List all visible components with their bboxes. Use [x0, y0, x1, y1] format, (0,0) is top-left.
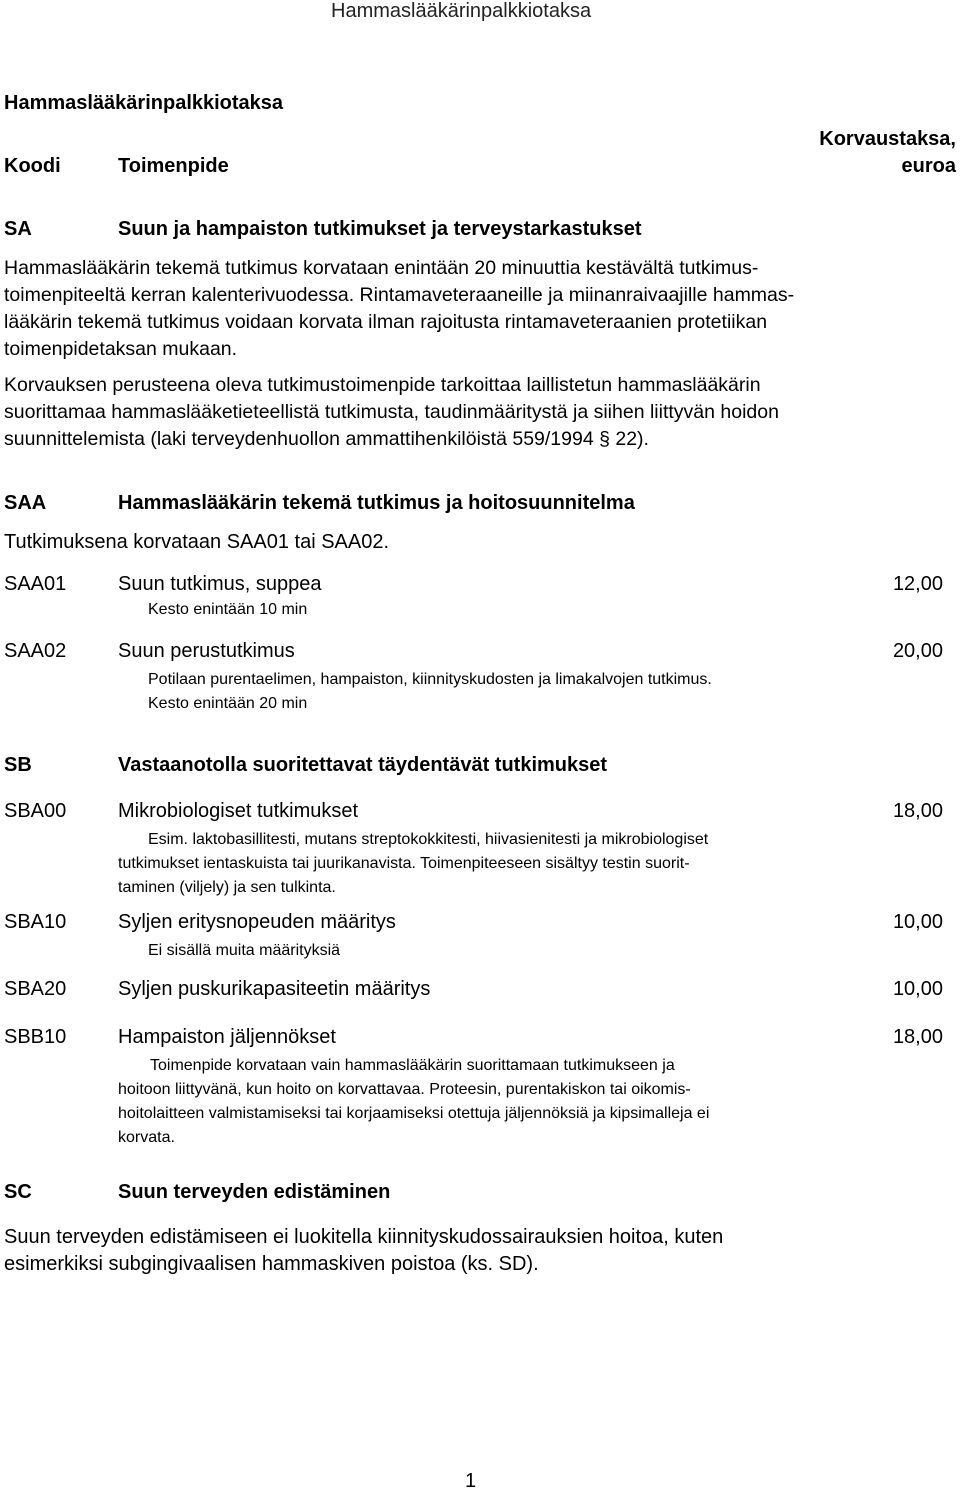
note-line: hoitolaitteen valmistamiseksi tai korjaamiseksi otettuja jäljennöksiä ja kipsimalleja ei [118, 1105, 710, 1122]
note-line: Esim. laktobasillitesti, mutans streptokokkitesti, hiivasienitesti ja mikrobiologiset [148, 831, 709, 848]
item-price: 20,00 [892, 640, 943, 662]
text-line: toimenpiteeltä kerran kalenterivuodessa. Rintamaveteraaneille ja miinanraivaajille hammas- [4, 284, 795, 306]
section-code-sa: SA [4, 218, 32, 240]
item-note [118, 828, 708, 900]
document-title: Hammaslääkärinpalkkiotaksa [4, 92, 284, 114]
text-line: Hammaslääkärin tekemä tutkimus korvataan enintään 20 minuuttia kestävältä tutkimus- [4, 257, 759, 279]
text-line: toimenpidetaksan mukaan. [4, 338, 238, 360]
note-line: hoitoon liittyvänä, kun hoito on korvattavaa. Proteesin, purentakiskon tai oikomis- [118, 1081, 691, 1098]
item-code: SAA01 [4, 573, 67, 595]
item-note [148, 668, 712, 716]
item-code: SBA00 [4, 800, 67, 822]
item-code: SBB10 [4, 1026, 67, 1048]
item-note: Kesto enintään 10 min [148, 601, 308, 618]
column-header-procedure: Toimenpide [118, 155, 229, 177]
item-code: SBA20 [4, 978, 67, 1000]
running-header: Hammaslääkärinpalkkiotaksa [331, 0, 592, 22]
saa-intro: Tutkimuksena korvataan SAA01 tai SAA02. [4, 531, 390, 553]
sa-paragraph-1 [4, 255, 794, 363]
section-title-sa: Suun ja hampaiston tutkimukset ja terveystarkastukset [118, 218, 642, 240]
item-name: Suun tutkimus, suppea [118, 573, 322, 595]
text-line: suunnittelemista (laki terveydenhuollon ammattihenkilöistä 559/1994 § 22). [4, 428, 649, 450]
page-number: 1 [465, 1470, 477, 1492]
item-name: Syljen eritysnopeuden määritys [118, 911, 396, 933]
item-note [118, 1054, 709, 1150]
note-line: tutkimukset ientaskuista tai juurikanavista. Toimenpiteeseen sisältyy testin suorit- [118, 855, 690, 872]
text-line: suorittamaa hammaslääketieteellistä tutkimusta, taudinmääritystä ja siihen liittyvän hoidon [4, 401, 779, 423]
item-price: 12,00 [892, 573, 943, 595]
column-header-price-line2: euroa [901, 155, 956, 177]
item-name: Mikrobiologiset tutkimukset [118, 800, 359, 822]
item-price: 10,00 [892, 911, 943, 933]
section-title-sc: Suun terveyden edistäminen [118, 1181, 391, 1203]
item-name: Syljen puskurikapasiteetin määritys [118, 978, 431, 1000]
note-line: Kesto enintään 20 min [148, 695, 308, 712]
column-header-code: Koodi [4, 155, 61, 177]
section-title-sb: Vastaanotolla suoritettavat täydentävät tutkimukset [118, 754, 608, 776]
column-header-price [819, 128, 956, 178]
text-line: lääkärin tekemä tutkimus voidaan korvata ilman rajoitusta rintamaveteraanien protetiikan [4, 311, 768, 333]
item-name: Suun perustutkimus [118, 640, 295, 662]
column-header-price-line1: Korvaustaksa, [819, 128, 956, 150]
section-title-saa: Hammaslääkärin tekemä tutkimus ja hoitosuunnitelma [118, 492, 635, 514]
section-code-saa: SAA [4, 492, 47, 514]
note-line: Toimenpide korvataan vain hammaslääkärin suorittamaan tutkimukseen ja [150, 1057, 675, 1074]
item-note: Ei sisällä muita määrityksiä [148, 942, 341, 959]
item-price: 18,00 [892, 1026, 943, 1048]
note-line: Potilaan purentaelimen, hampaiston, kiinnityskudosten ja limakalvojen tutkimus. [148, 671, 712, 688]
sa-paragraph-2 [4, 372, 779, 453]
text-line: Korvauksen perusteena oleva tutkimustoimenpide tarkoittaa laillistetun hammaslääkärin [4, 374, 761, 396]
item-code: SBA10 [4, 911, 67, 933]
section-code-sc: SC [4, 1181, 32, 1203]
text-line: Suun terveyden edistämiseen ei luokitella kiinnityskudossairauksien hoitoa, kuten [4, 1226, 724, 1248]
note-line: taminen (viljely) ja sen tulkinta. [118, 879, 336, 896]
sc-paragraph [4, 1224, 723, 1278]
item-price: 10,00 [892, 978, 943, 1000]
item-code: SAA02 [4, 640, 67, 662]
note-line: korvata. [118, 1129, 175, 1146]
item-name: Hampaiston jäljennökset [118, 1026, 336, 1048]
section-code-sb: SB [4, 754, 32, 776]
item-price: 18,00 [892, 800, 943, 822]
text-line: esimerkiksi subgingivaalisen hammaskiven poistoa (ks. SD). [4, 1253, 539, 1275]
